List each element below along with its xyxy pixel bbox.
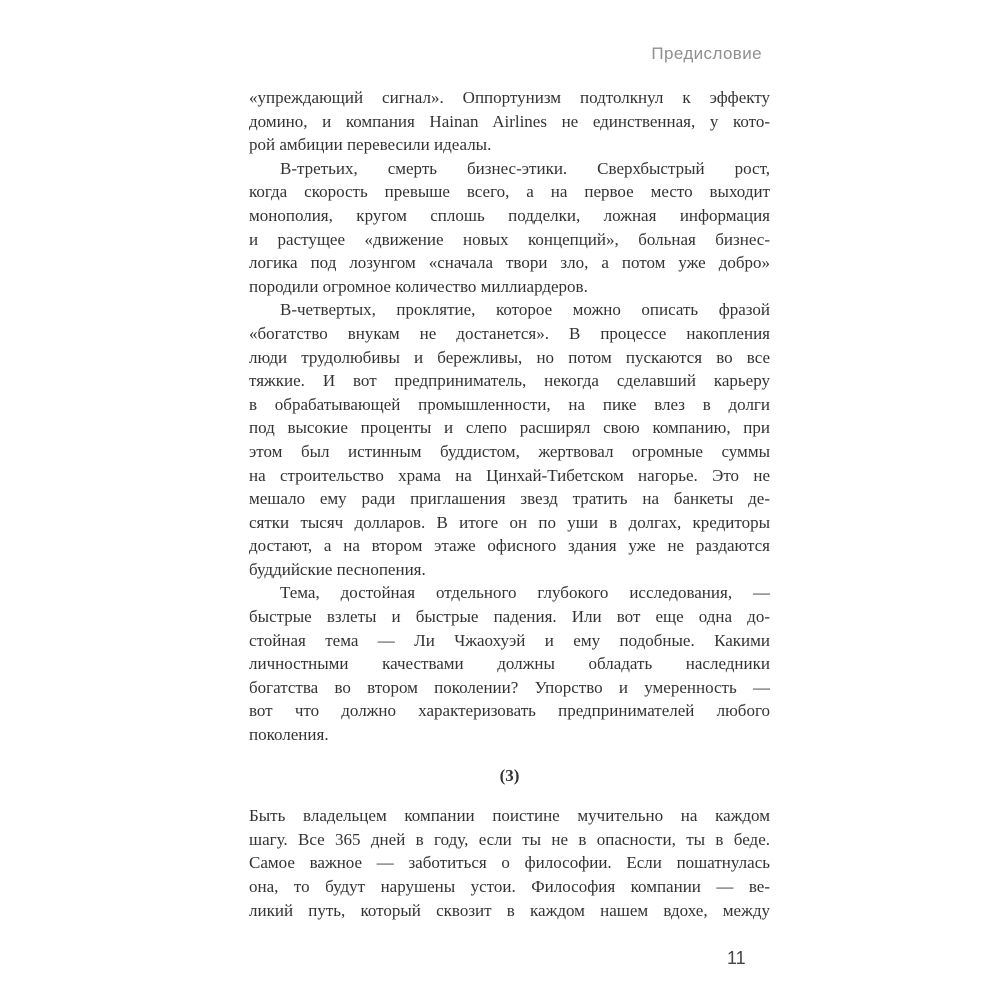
text-column	[249, 86, 770, 922]
text-line: породили огромное количество миллиардеров.	[249, 276, 588, 296]
text-line: ликий путь, который сквозит в каждом нашем вдохе, между	[249, 900, 770, 920]
text-line: «упреждающий сигнал». Оппортунизм подтолкнул к эффекту	[249, 88, 770, 107]
paragraph	[249, 86, 770, 157]
text-line: сятки тысяч долларов. В итоге он по уши в долгах, кредиторы	[249, 512, 770, 532]
paragraph	[249, 581, 770, 746]
text-line: она, то будут нарушены устои. Философия компании — ве-	[249, 877, 770, 896]
text-line: Тема, достойная отдельного глубокого исследования, —	[280, 583, 770, 603]
text-line: мешало ему ради приглашения звезд тратить на банкеты де-	[249, 489, 770, 509]
text-line: личностными качествами должны обладать наследники	[249, 654, 770, 674]
text-line: монополия, кругом сплошь подделки, ложная информация	[249, 205, 770, 225]
text-line: шагу. Все 365 дней в году, если ты не в опасности, ты в беде.	[249, 829, 770, 849]
text-line: стойная тема — Ли Чжаохуэй и ему подобные. Какими	[249, 630, 770, 650]
text-line: в обрабатывающей промышленности, на пике влез в долги	[249, 394, 770, 414]
text-line: поколения.	[249, 725, 329, 745]
text-line: домино, и компания Hainan Airlines не единственная, у кото-	[249, 111, 770, 131]
text-line: буддийские песнопения.	[249, 559, 426, 579]
text-line: Самое важное — заботиться о философии. Если пошатнулась	[249, 853, 770, 873]
text-line: достают, а на втором этаже офисного здания уже не раздаются	[249, 536, 770, 556]
text-line: тяжкие. И вот предприниматель, некогда сделавший карьеру	[249, 371, 770, 391]
text-line: «богатство внукам не достанется». В процессе накопления	[249, 323, 770, 343]
paragraph	[249, 298, 770, 581]
text-line: Быть владельцем компании поистине мучительно на каждом	[249, 806, 770, 826]
text-line: и растущее «движение новых концепций», больная бизнес-	[249, 229, 770, 249]
text-line: логика под лозунгом «сначала твори зло, а потом уже добро»	[249, 253, 770, 273]
text-line: быстрые взлеты и быстрые падения. Или вот еще одна до-	[249, 607, 770, 627]
paragraph	[249, 804, 770, 922]
text-line: В-четвертых, проклятие, которое можно описать фразой	[280, 300, 770, 320]
text-line: вот что должно характеризовать предпринимателей любого	[249, 701, 770, 721]
running-header: Предисловие	[651, 44, 762, 63]
paragraph	[249, 157, 770, 299]
text-line: под высокие проценты и слепо расширял свою компанию, при	[249, 418, 770, 438]
text-line: на строительство храма на Цинхай-Тибетском нагорье. Это не	[249, 465, 770, 485]
text-line: богатства во втором поколении? Упорство и умеренность —	[249, 677, 770, 697]
section-number: (3)	[499, 765, 520, 785]
text-line: этом был истинным буддистом, жертвовал огромные суммы	[249, 441, 770, 461]
text-line: люди трудолюбивы и бережливы, но потом пускаются во все	[249, 347, 770, 367]
text-line: рой амбиции перевесили идеалы.	[249, 135, 492, 155]
text-line: В-третьих, смерть бизнес-этики. Сверхбыстрый рост,	[280, 158, 770, 178]
text-line: когда скорость превыше всего, а на первое место выходит	[249, 182, 770, 202]
page-number: 11	[727, 948, 746, 968]
